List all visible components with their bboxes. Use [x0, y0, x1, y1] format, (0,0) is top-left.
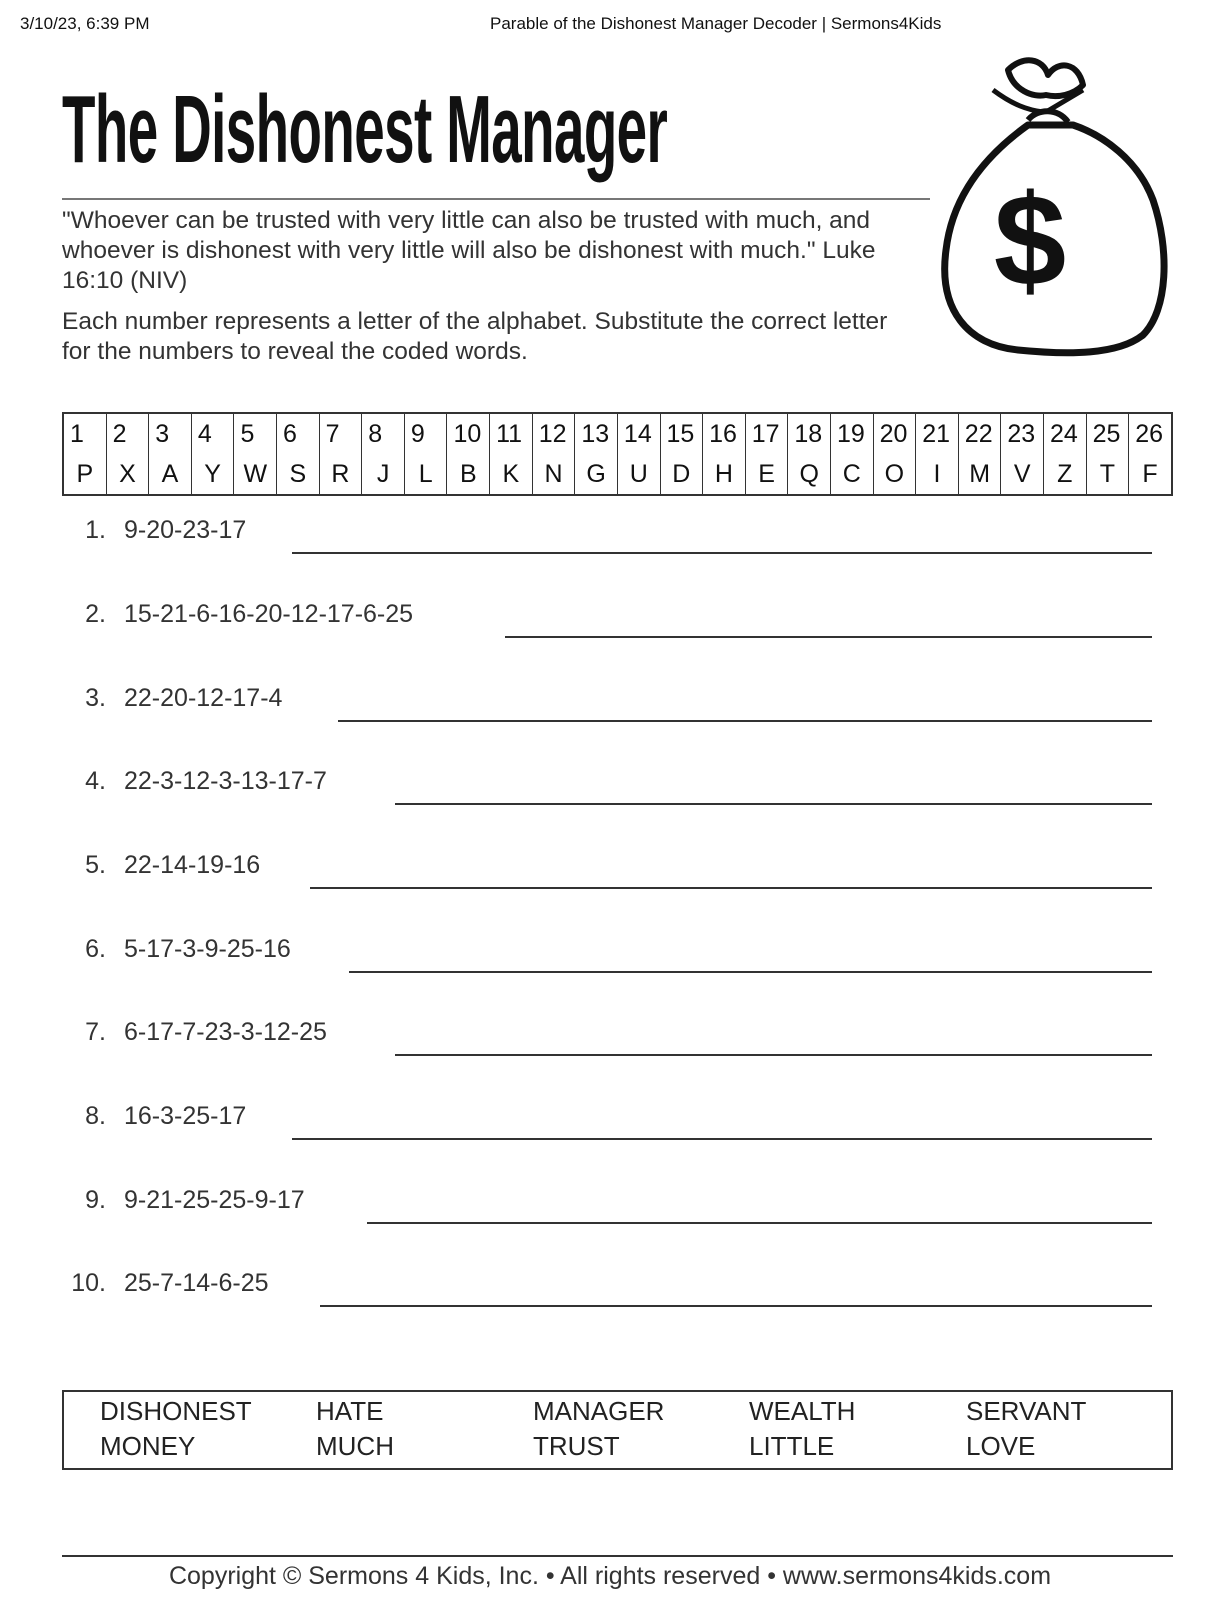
key-letter: B	[459, 460, 477, 488]
puzzle-code: 6-17-7-23-3-12-25	[124, 1018, 327, 1046]
key-letter: V	[1013, 460, 1031, 488]
key-number: 14	[623, 420, 652, 448]
puzzle-number: 4.	[85, 767, 106, 795]
puzzle-number: 1.	[85, 516, 106, 544]
puzzle-code: 16-3-25-17	[124, 1102, 247, 1130]
key-letter: S	[289, 460, 307, 488]
key-number: 13	[581, 420, 610, 448]
print-page-title: Parable of the Dishonest Manager Decoder | Sermons4Kids	[490, 14, 942, 33]
puzzle-code: 5-17-3-9-25-16	[124, 935, 291, 963]
puzzle-number: 6.	[85, 935, 106, 963]
answer-blank[interactable]	[505, 636, 1152, 638]
key-letter: Q	[799, 460, 819, 488]
puzzle-code: 22-14-19-16	[124, 851, 261, 879]
key-cell	[1129, 414, 1171, 494]
key-number: 21	[922, 420, 950, 448]
key-number: 19	[836, 420, 865, 448]
answer-blank[interactable]	[349, 971, 1152, 973]
key-number: 12	[538, 420, 567, 448]
decoder-key-table	[62, 412, 1173, 496]
key-cell	[874, 414, 917, 494]
key-cell	[916, 414, 959, 494]
answer-blank[interactable]	[310, 887, 1152, 889]
key-number: 3	[155, 420, 170, 448]
key-number: 16	[709, 420, 737, 448]
key-cell	[405, 414, 448, 494]
key-letter: R	[331, 460, 350, 488]
key-letter: G	[586, 460, 606, 488]
key-number: 17	[751, 420, 780, 448]
puzzle-item	[62, 1265, 1152, 1305]
puzzle-item	[62, 763, 1152, 803]
puzzle-item	[62, 847, 1152, 887]
key-cell	[192, 414, 235, 494]
key-cell	[277, 414, 320, 494]
key-cell	[533, 414, 576, 494]
puzzle-item	[62, 1014, 1152, 1054]
key-number: 5	[240, 420, 255, 448]
key-number: 22	[964, 420, 993, 448]
word-bank-word: SERVANT	[966, 1396, 1087, 1426]
key-cell	[831, 414, 874, 494]
key-number: 10	[453, 420, 482, 448]
key-letter: N	[544, 460, 563, 488]
key-letter: Z	[1057, 460, 1073, 488]
answer-blank[interactable]	[395, 1054, 1152, 1056]
key-number: 25	[1092, 420, 1121, 448]
word-bank-word: DISHONEST	[100, 1396, 252, 1426]
key-number: 23	[1007, 420, 1036, 448]
key-letter: L	[418, 460, 433, 488]
money-bag-icon	[938, 50, 1172, 370]
key-cell	[64, 414, 107, 494]
key-letter: A	[161, 460, 179, 488]
key-letter: D	[672, 460, 691, 488]
puzzle-number: 7.	[85, 1018, 106, 1046]
footer-divider	[62, 1555, 1173, 1557]
word-bank-word: WEALTH	[749, 1396, 856, 1426]
key-number: 26	[1135, 420, 1164, 448]
puzzle-code: 9-20-23-17	[124, 516, 247, 544]
key-letter: U	[629, 460, 648, 488]
key-cell	[1001, 414, 1044, 494]
key-cell	[959, 414, 1002, 494]
puzzle-item	[62, 1098, 1152, 1138]
answer-blank[interactable]	[367, 1222, 1152, 1224]
key-cell	[661, 414, 704, 494]
word-bank	[62, 1390, 1173, 1470]
copyright-footer: Copyright © Sermons 4 Kids, Inc. • All rights reserved • www.sermons4kids.com	[168, 1562, 1052, 1590]
word-bank-word: MUCH	[316, 1431, 394, 1461]
title-divider	[62, 198, 930, 200]
instructions: Each number represents a letter of the alphabet. Substitute the correct letter for the numbers to reveal the coded words.	[62, 308, 888, 365]
key-number: 6	[283, 420, 297, 448]
key-number: 20	[879, 420, 908, 448]
key-number: 2	[112, 420, 127, 448]
puzzle-item	[62, 1182, 1152, 1222]
puzzle-number: 10.	[71, 1269, 106, 1297]
word-bank-word: LITTLE	[749, 1431, 835, 1461]
key-letter: E	[758, 460, 775, 488]
key-number: 1	[70, 420, 84, 448]
key-cell	[362, 414, 405, 494]
key-letter: J	[376, 460, 390, 488]
key-cell	[575, 414, 618, 494]
print-datetime: 3/10/23, 6:39 PM	[20, 14, 150, 33]
key-number: 15	[666, 420, 695, 448]
key-cell	[234, 414, 277, 494]
answer-blank[interactable]	[292, 552, 1152, 554]
key-cell	[703, 414, 746, 494]
key-number: 8	[368, 420, 383, 448]
key-letter: Y	[204, 460, 221, 488]
key-cell	[107, 414, 150, 494]
puzzle-code: 9-21-25-25-9-17	[124, 1186, 305, 1214]
key-letter: C	[842, 460, 861, 488]
puzzle-code: 15-21-6-16-20-12-17-6-25	[124, 600, 414, 628]
word-bank-word: MANAGER	[533, 1396, 665, 1426]
puzzle-item	[62, 512, 1152, 552]
key-cell	[490, 414, 533, 494]
key-letter: T	[1099, 460, 1116, 488]
puzzle-item	[62, 931, 1152, 971]
key-cell	[746, 414, 789, 494]
word-bank-word: LOVE	[966, 1431, 1036, 1461]
key-letter: K	[502, 460, 520, 488]
key-letter: F	[1142, 460, 1158, 488]
key-letter: X	[119, 460, 136, 488]
key-cell	[618, 414, 661, 494]
key-number: 18	[794, 420, 823, 448]
puzzle-item	[62, 596, 1152, 636]
answer-blank[interactable]	[338, 720, 1152, 722]
key-cell	[149, 414, 192, 494]
key-letter: H	[714, 460, 733, 488]
bible-quote: "Whoever can be trusted with very little can also be trusted with much, and whoever is dishonest with very little will also be dishonest with much." Luke 16:10 (NIV)	[62, 207, 876, 294]
puzzle-number: 2.	[85, 600, 106, 628]
word-bank-word: HATE	[316, 1396, 384, 1426]
key-letter: W	[243, 460, 268, 488]
key-letter: M	[969, 460, 991, 488]
puzzle-item	[62, 680, 1152, 720]
word-bank-word: TRUST	[533, 1431, 620, 1461]
answer-blank[interactable]	[320, 1305, 1152, 1307]
key-cell	[320, 414, 363, 494]
puzzle-number: 9.	[85, 1186, 106, 1214]
puzzle-code: 22-20-12-17-4	[124, 684, 283, 712]
key-letter: P	[76, 460, 94, 488]
puzzle-code: 25-7-14-6-25	[124, 1269, 269, 1297]
key-letter: O	[884, 460, 905, 488]
word-bank-word: MONEY	[100, 1431, 196, 1461]
key-number: 24	[1050, 420, 1078, 448]
key-number: 4	[197, 420, 212, 448]
key-number: 9	[410, 420, 425, 448]
key-number: 7	[325, 420, 340, 448]
answer-blank[interactable]	[395, 803, 1152, 805]
key-cell	[1087, 414, 1130, 494]
puzzle-number: 8.	[85, 1102, 106, 1130]
key-letter: I	[933, 460, 941, 488]
dollar-symbol: $	[993, 167, 1067, 313]
key-cell	[1044, 414, 1087, 494]
answer-blank[interactable]	[292, 1138, 1152, 1140]
key-cell	[447, 414, 490, 494]
puzzle-code: 22-3-12-3-13-17-7	[124, 767, 327, 795]
puzzle-number: 3.	[85, 684, 106, 712]
worksheet-title: The Dishonest Manager	[62, 76, 668, 183]
key-cell	[788, 414, 831, 494]
puzzle-number: 5.	[85, 851, 106, 879]
key-number: 11	[496, 420, 523, 448]
